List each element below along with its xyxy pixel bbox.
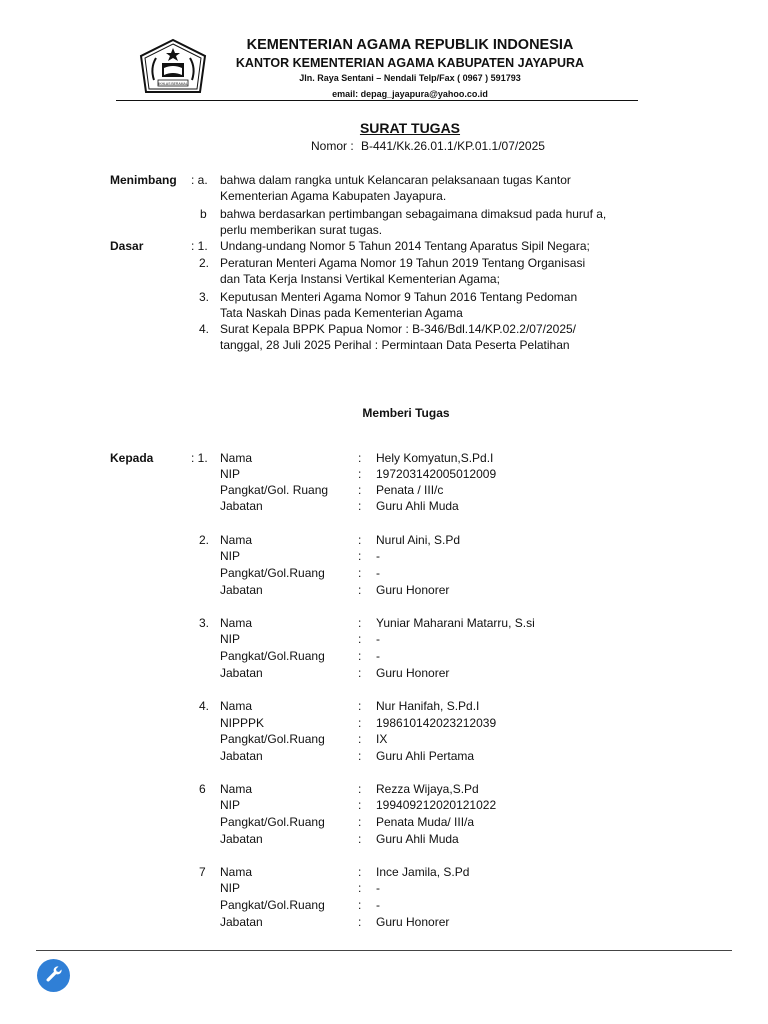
page-divider — [36, 950, 732, 951]
field-colon: : — [358, 798, 362, 812]
field-value: Guru Ahli Muda — [376, 499, 459, 513]
person-marker: 7 — [199, 865, 206, 879]
field-colon: : — [358, 616, 362, 630]
field-colon: : — [358, 451, 362, 465]
person-marker: 6 — [199, 782, 206, 796]
person-marker: : 1. — [191, 451, 208, 465]
field-label: Jabatan — [220, 583, 263, 597]
field-label: Nama — [220, 533, 253, 547]
field-colon: : — [358, 749, 362, 763]
dasar-2-line-2: dan Tata Kerja Instansi Vertikal Kementerian Agama; — [220, 272, 500, 286]
field-colon: : — [358, 865, 362, 879]
letterhead-office: KANTOR KEMENTERIAN AGAMA KABUPATEN JAYAPURA — [235, 56, 585, 70]
letterhead-ministry: KEMENTERIAN AGAMA REPUBLIK INDONESIA — [246, 37, 574, 53]
field-label: Pangkat/Gol.Ruang — [220, 649, 325, 663]
svg-text:IKHLAS BERAMAL: IKHLAS BERAMAL — [158, 82, 188, 86]
field-colon: : — [358, 549, 362, 563]
letterhead-address: Jln. Raya Sentani – Nendali Telp/Fax ( 0967 ) 591793 — [299, 73, 521, 83]
field-value: - — [376, 632, 380, 646]
letterhead-email: email: depag_jayapura@yahoo.co.id — [332, 89, 488, 99]
dasar-marker-3: 3. — [199, 290, 210, 304]
field-value: - — [376, 649, 380, 663]
field-label: Nama — [220, 616, 253, 630]
field-label: Pangkat/Gol.Ruang — [220, 732, 325, 746]
dasar-marker-1: : 1. — [191, 239, 208, 253]
wrench-icon — [44, 964, 64, 987]
field-label: Jabatan — [220, 666, 263, 680]
menimbang-marker-a: : a. — [191, 173, 208, 187]
field-colon: : — [358, 583, 362, 597]
kepada-label: Kepada — [110, 451, 154, 465]
field-value: Guru Ahli Muda — [376, 832, 459, 846]
field-value: Yuniar Maharani Matarru, S.si — [376, 616, 535, 630]
dasar-marker-4: 4. — [199, 322, 210, 336]
dasar-4-line-2: tanggal, 28 Juli 2025 Perihal : Permintaan Data Peserta Pelatihan — [220, 338, 570, 352]
person-marker: 4. — [199, 699, 210, 713]
field-label: Pangkat/Gol.Ruang — [220, 898, 325, 912]
field-label: Jabatan — [220, 915, 263, 929]
field-value: - — [376, 566, 380, 580]
dasar-2-line-1: Peraturan Menteri Agama Nomor 19 Tahun 2019 Tentang Organisasi — [220, 256, 586, 270]
field-colon: : — [358, 499, 362, 513]
menimbang-a-line-1: bahwa dalam rangka untuk Kelancaran pelaksanaan tugas Kantor — [220, 173, 571, 187]
dasar-4-line-1: Surat Kepala BPPK Papua Nomor : B-346/Bdl.14/KP.02.2/07/2025/ — [220, 322, 577, 336]
field-value: Hely Komyatun,S.Pd.I — [376, 451, 494, 465]
memberi-tugas-heading: Memberi Tugas — [362, 406, 450, 420]
field-value: Guru Honorer — [376, 915, 450, 929]
field-label: Jabatan — [220, 499, 263, 513]
dasar-3-line-2: Tata Naskah Dinas pada Kementerian Agama — [220, 306, 463, 320]
nomor-label: Nomor : — [311, 139, 354, 153]
field-label: Jabatan — [220, 832, 263, 846]
menimbang-a-line-2: Kementerian Agama Kabupaten Jayapura. — [220, 189, 447, 203]
field-colon: : — [358, 732, 362, 746]
menimbang-label: Menimbang — [110, 173, 177, 187]
field-value: 198610142023212039 — [376, 716, 497, 730]
dasar-label: Dasar — [110, 239, 144, 253]
app-badge-button[interactable] — [37, 959, 70, 992]
field-value: IX — [376, 732, 388, 746]
field-colon: : — [358, 716, 362, 730]
menimbang-b-line-2: perlu memberikan surat tugas. — [220, 223, 383, 237]
field-label: Pangkat/Gol. Ruang — [220, 483, 329, 497]
person-marker: 3. — [199, 616, 210, 630]
field-label: Nama — [220, 865, 253, 879]
field-value: Penata / III/c — [376, 483, 444, 497]
field-value: Ince Jamila, S.Pd — [376, 865, 470, 879]
field-label: NIP — [220, 467, 241, 481]
field-value: Penata Muda/ III/a — [376, 815, 475, 829]
field-label: Pangkat/Gol.Ruang — [220, 815, 325, 829]
field-label: Nama — [220, 782, 253, 796]
field-colon: : — [358, 483, 362, 497]
field-value: Guru Ahli Pertama — [376, 749, 475, 763]
menimbang-marker-b: b — [200, 207, 207, 221]
field-value: - — [376, 898, 380, 912]
field-label: Pangkat/Gol.Ruang — [220, 566, 325, 580]
field-colon: : — [358, 815, 362, 829]
field-label: Nama — [220, 699, 253, 713]
field-label: NIP — [220, 632, 241, 646]
field-colon: : — [358, 649, 362, 663]
field-label: Nama — [220, 451, 253, 465]
field-colon: : — [358, 632, 362, 646]
field-colon: : — [358, 566, 362, 580]
ministry-emblem-icon — [138, 38, 208, 100]
letterhead-divider — [116, 100, 638, 101]
nomor-value: B-441/Kk.26.01.1/KP.01.1/07/2025 — [361, 139, 545, 153]
field-label: NIP — [220, 549, 241, 563]
field-colon: : — [358, 666, 362, 680]
field-value: Guru Honorer — [376, 583, 450, 597]
field-value: Guru Honorer — [376, 666, 450, 680]
field-colon: : — [358, 533, 362, 547]
field-value: 199409212020121022 — [376, 798, 497, 812]
field-label: NIP — [220, 881, 241, 895]
field-value: 197203142005012009 — [376, 467, 497, 481]
field-colon: : — [358, 898, 362, 912]
field-label: Jabatan — [220, 749, 263, 763]
field-label: NIP — [220, 798, 241, 812]
field-value: - — [376, 549, 380, 563]
field-label: NIPPPK — [220, 716, 265, 730]
field-value: Rezza Wijaya,S.Pd — [376, 782, 479, 796]
field-value: - — [376, 881, 380, 895]
field-value: Nur Hanifah, S.Pd.I — [376, 699, 480, 713]
dasar-1-line-1: Undang-undang Nomor 5 Tahun 2014 Tentang Aparatus Sipil Negara; — [220, 239, 590, 253]
menimbang-b-line-1: bahwa berdasarkan pertimbangan sebagaimana dimaksud pada huruf a, — [220, 207, 607, 221]
field-colon: : — [358, 881, 362, 895]
document-title: SURAT TUGAS — [359, 120, 461, 136]
field-colon: : — [358, 699, 362, 713]
field-colon: : — [358, 832, 362, 846]
dasar-marker-2: 2. — [199, 256, 210, 270]
dasar-3-line-1: Keputusan Menteri Agama Nomor 9 Tahun 2016 Tentang Pedoman — [220, 290, 578, 304]
field-colon: : — [358, 915, 362, 929]
person-marker: 2. — [199, 533, 210, 547]
field-value: Nurul Aini, S.Pd — [376, 533, 461, 547]
field-colon: : — [358, 782, 362, 796]
field-colon: : — [358, 467, 362, 481]
